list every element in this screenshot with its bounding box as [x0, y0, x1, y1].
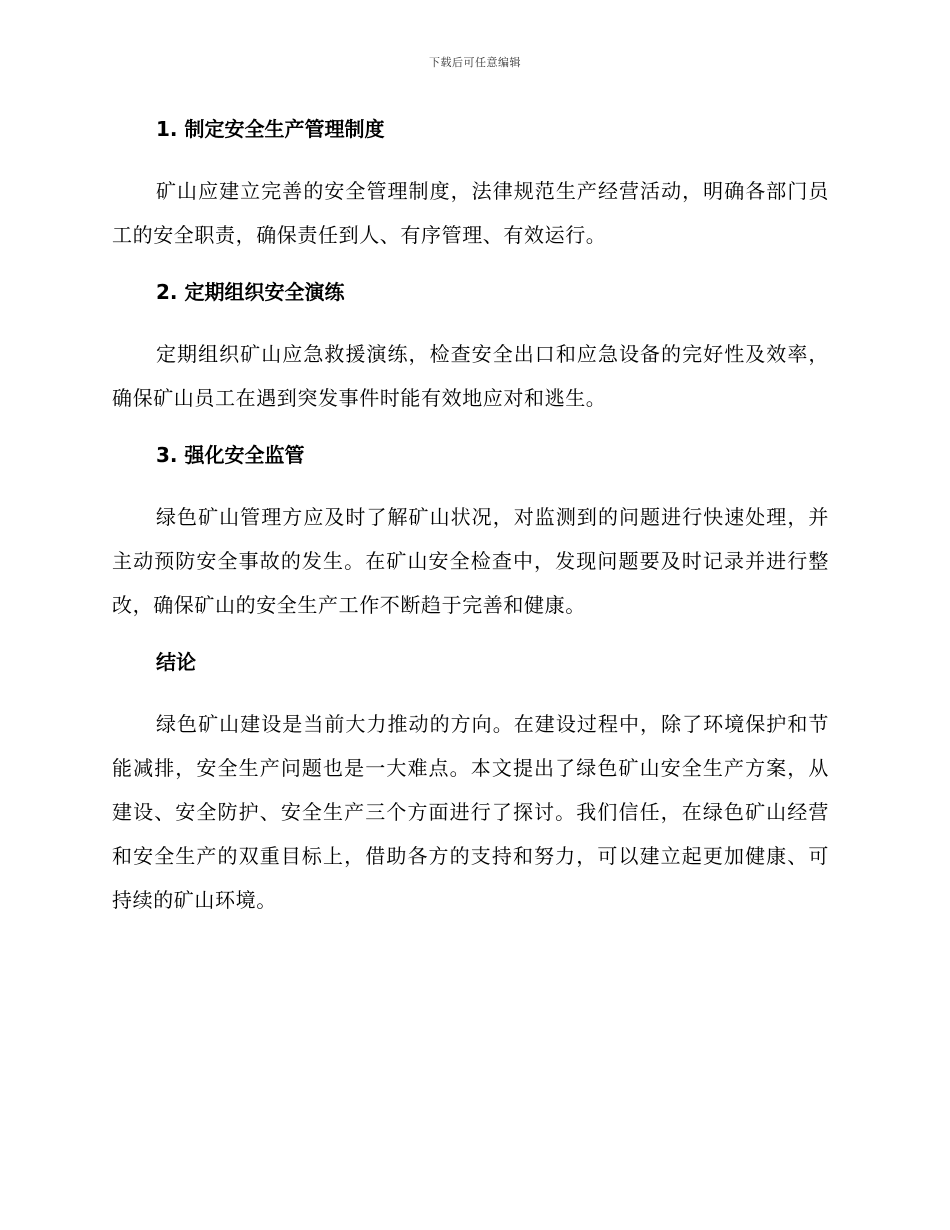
section-heading: 3. 强化安全监管	[156, 443, 305, 467]
section-paragraph: 绿色矿山管理方应及时了解矿山状况，对监测到的问题进行快速处理，并主动预防安全事故的发生。在矿山安全检查中，发现问题要及时记录并进行整改，确保矿山的安全生产工作不断趋于完善和健康。	[112, 505, 829, 617]
conclusion-heading: 结论	[156, 650, 196, 674]
section-paragraph: 定期组织矿山应急救援演练，检查安全出口和应急设备的完好性及效率，确保矿山员工在遇到突发事件时能有效地应对和逃生。	[112, 342, 829, 410]
section-heading: 2. 定期组织安全演练	[156, 280, 345, 304]
document-body	[112, 112, 829, 922]
section-paragraph: 矿山应建立完善的安全管理制度，法律规范生产经营活动，明确各部门员工的安全职责，确保责任到人、有序管理、有效运行。	[112, 179, 829, 247]
page-header: 下载后可任意编辑	[429, 56, 521, 69]
section-heading: 1. 制定安全生产管理制度	[156, 117, 385, 141]
conclusion-paragraph: 绿色矿山建设是当前大力推动的方向。在建设过程中，除了环境保护和节能减排，安全生产问题也是一大难点。本文提出了绿色矿山安全生产方案，从建设、安全防护、安全生产三个方面进行了探讨。我们信任，在绿色矿山经营和安全生产的双重目标上，借助各方的支持和努力，可以建立起更加健康、可持续的矿山环境。	[112, 712, 829, 912]
